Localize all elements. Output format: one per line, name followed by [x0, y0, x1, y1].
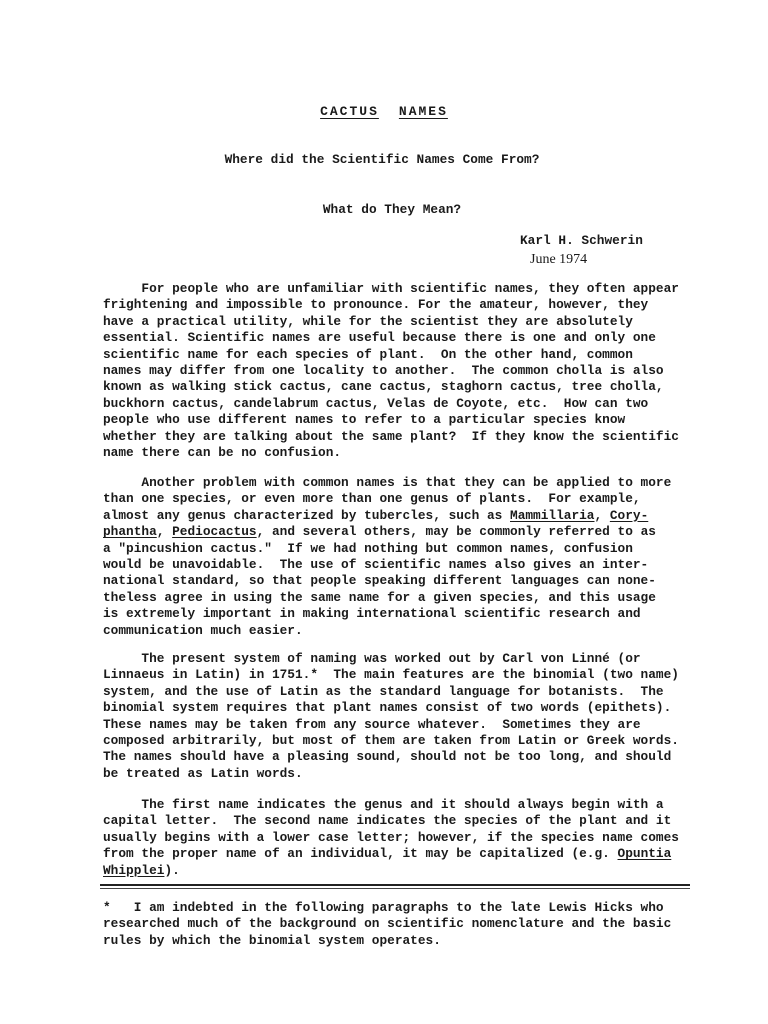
paragraph-3: [103, 651, 703, 782]
text-line: be treated as Latin words.: [103, 765, 303, 781]
underlined-term: Opuntia: [617, 846, 672, 862]
text-line: composed arbitrarily, but most of them are taken from Latin or Greek words.: [103, 733, 679, 749]
text-line: essential. Scientific names are useful because there is one and only one: [103, 330, 656, 346]
text-line: is extremely important in making international scientific research and: [103, 606, 641, 622]
document-title: [0, 104, 768, 119]
text-line: binomial system requires that plant names consist of two words (epithets).: [103, 700, 672, 716]
text-line: Whipplei).: [103, 862, 180, 878]
text-line: theless agree in using the same name for a given species, and this usage: [103, 589, 656, 605]
text-line: rules by which the binomial system operates.: [103, 932, 441, 948]
text-line: would be unavoidable. The use of scientific names also gives an inter-: [103, 557, 649, 573]
text-line: than one species, or even more than one genus of plants. For example,: [103, 491, 641, 507]
text-line: For people who are unfamiliar with scientific names, they often appear: [103, 281, 679, 296]
paragraph-2: [103, 475, 703, 639]
underlined-term: Mammillaria: [510, 507, 595, 523]
text-line: system, and the use of Latin as the standard language for botanists. The: [103, 683, 664, 699]
text-line: * I am indebted in the following paragraphs to the late Lewis Hicks who: [103, 900, 664, 915]
paragraph-4: [103, 797, 703, 879]
text-line: These names may be taken from any source whatever. Sometimes they are: [103, 716, 641, 732]
text-line: a "pincushion cactus." If we had nothing but common names, confusion: [103, 540, 633, 556]
text-line: Another problem with common names is that they can be applied to more: [103, 475, 672, 490]
underlined-term: Whipplei: [103, 862, 165, 878]
underlined-term: Pediocactus: [172, 524, 257, 540]
title-word-cactus: CACTUS: [320, 104, 379, 119]
title-word-names: NAMES: [398, 104, 448, 119]
subtitle-meaning: What do They Mean?: [322, 202, 462, 217]
text-line: national standard, so that people speaking different languages can none-: [103, 573, 656, 589]
text-line: phantha, Pediocactus, and several others, may be commonly referred to as: [103, 524, 656, 540]
text-line: whether they are talking about the same plant? If they know the scientific: [103, 428, 679, 444]
underlined-term: phantha: [103, 524, 157, 540]
subtitle-origin: Where did the Scientific Names Come From?: [224, 152, 540, 167]
footnote-divider-thick: [100, 884, 690, 886]
text-line: Linnaeus in Latin) in 1751.* The main features are the binomial (two name): [103, 667, 679, 683]
text-line: names may differ from one locality to another. The common cholla is also: [103, 363, 664, 379]
text-line: almost any genus characterized by tubercles, such as Mammillaria, Cory-: [103, 507, 649, 523]
text-line: from the proper name of an individual, it may be capitalized (e.g. Opuntia: [103, 846, 672, 862]
author-name: Karl H. Schwerin: [520, 233, 643, 248]
text-line: communication much easier.: [103, 622, 303, 638]
text-line: The first name indicates the genus and it should always begin with a: [103, 797, 664, 812]
text-line: name there can be no confusion.: [103, 445, 342, 461]
text-line: The names should have a pleasing sound, should not be too long, and should: [103, 749, 672, 765]
underlined-term: Cory-: [609, 507, 649, 523]
text-line: The present system of naming was worked out by Carl von Linné (or: [103, 651, 641, 666]
text-line: buckhorn cactus, candelabrum cactus, Velas de Coyote, etc. How can two: [103, 395, 649, 411]
paragraph-1: [103, 281, 703, 461]
text-line: capital letter. The second name indicates the species of the plant and it: [103, 813, 672, 829]
footnote-divider-thin: [100, 888, 690, 889]
text-line: usually begins with a lower case letter; however, if the species name comes: [103, 829, 679, 845]
text-line: scientific name for each species of plant. On the other hand, common: [103, 346, 633, 362]
publication-date: June 1974: [530, 252, 588, 267]
footnote: [103, 900, 703, 949]
text-line: researched much of the background on scientific nomenclature and the basic: [103, 916, 672, 932]
text-line: frightening and impossible to pronounce. For the amateur, however, they: [103, 297, 649, 313]
text-line: have a practical utility, while for the scientist they are absolutely: [103, 313, 633, 329]
text-line: people who use different names to refer to a particular species know: [103, 412, 626, 428]
text-line: known as walking stick cactus, cane cactus, staghorn cactus, tree cholla,: [103, 379, 664, 395]
